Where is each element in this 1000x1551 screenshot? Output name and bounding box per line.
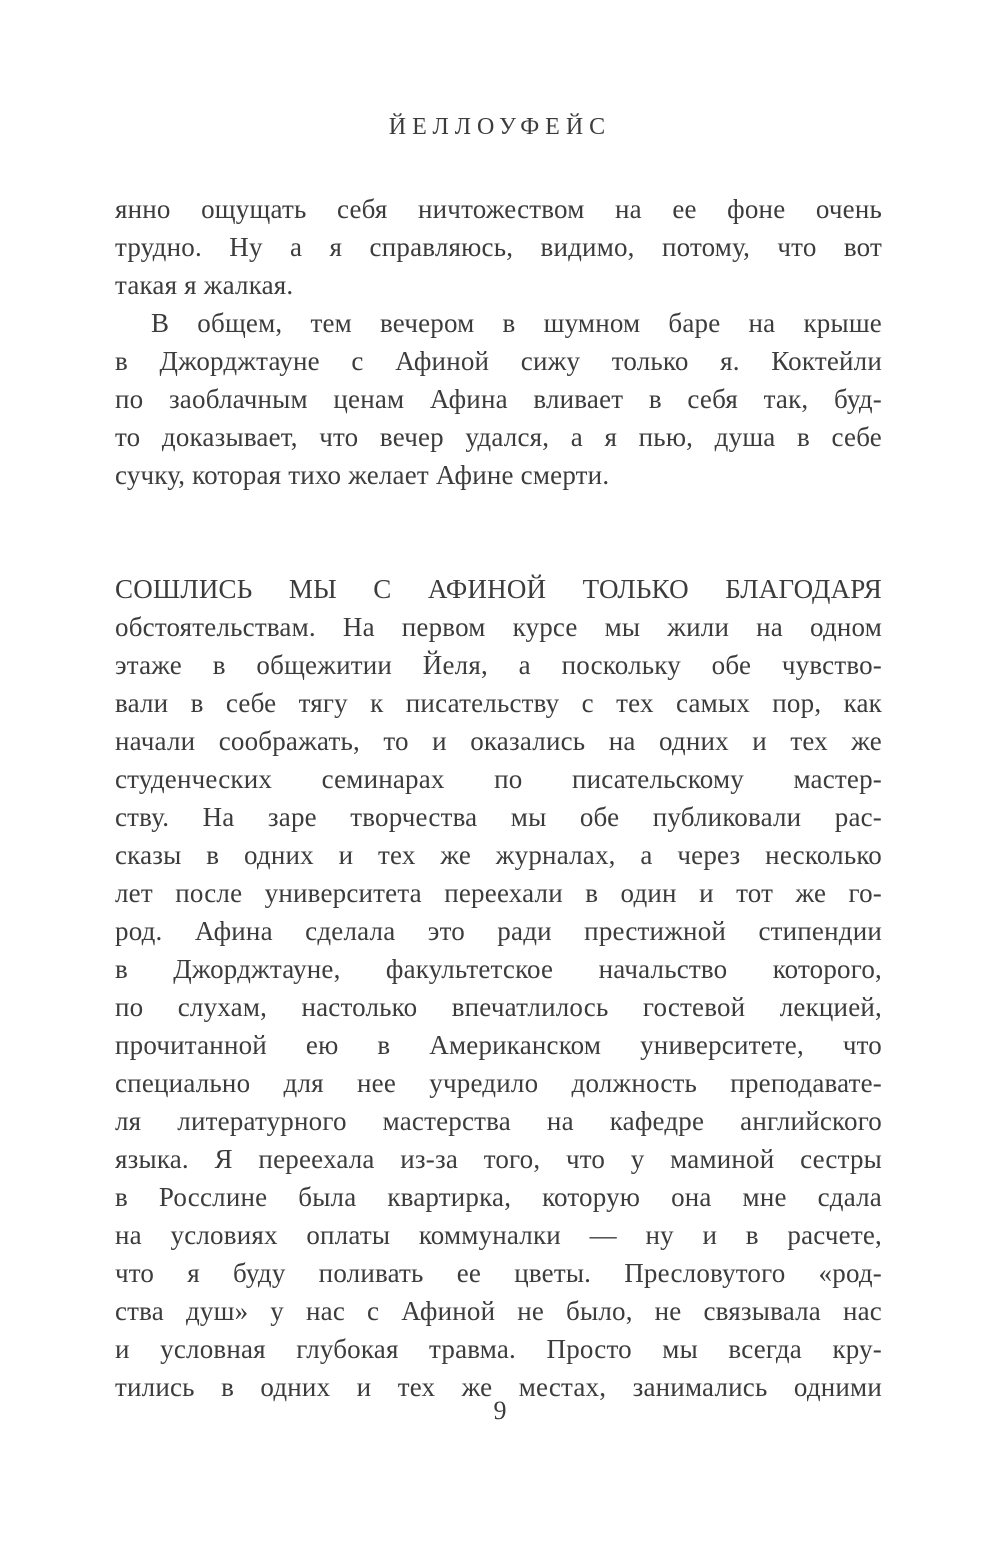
paragraph (115, 190, 882, 304)
text-line: трудно. Ну а я справляюсь, видимо, потому, что вот (115, 232, 882, 262)
text-line: специально для нее учредило должность преподавате- (115, 1068, 882, 1098)
text-line: по слухам, настолько впечатлилось гостевой лекцией, (115, 992, 882, 1022)
text-block (115, 190, 882, 1406)
text-line: обстоятельствам. На первом курсе мы жили на одном (115, 612, 882, 642)
page-number: 9 (493, 1396, 507, 1425)
text-line: что я буду поливать ее цветы. Пресловутого «род- (115, 1258, 882, 1288)
text-line: лет после университета переехали в один и тот же го- (115, 878, 882, 908)
text-line: сучку, которая тихо желает Афине смерти. (115, 460, 610, 490)
text-line: на условиях оплаты коммуналки — ну и в расчете, (115, 1220, 882, 1250)
text-line: род. Афина сделала это ради престижной стипендии (115, 916, 882, 946)
text-line: прочитанной ею в Американском университете, что (115, 1030, 882, 1060)
text-line: по заоблачным ценам Афина вливает в себя так, буд- (115, 384, 882, 414)
text-line: ства душ» у нас с Афиной не было, не связывала нас (115, 1296, 882, 1326)
text-line: в Джорджтауне с Афиной сижу только я. Коктейли (115, 346, 882, 376)
text-line: этаже в общежитии Йеля, а поскольку обе чувство- (115, 650, 882, 680)
text-line: студенческих семинарах по писательскому мастер- (115, 764, 882, 794)
text-line: тились в одних и тех же местах, занимались одними (115, 1372, 882, 1402)
text-line: вали в себе тягу к писательству с тех самых пор, как (115, 688, 882, 718)
text-line: янно ощущать себя ничтожеством на ее фоне очень (115, 194, 882, 224)
text-line: В общем, тем вечером в шумном баре на крыше (151, 308, 882, 338)
text-line: ля литературного мастерства на кафедре английского (115, 1106, 882, 1136)
text-line: в Джорджтауне, факультетское начальство которого, (115, 954, 882, 984)
text-line: и условная глубокая травма. Просто мы всегда кру- (115, 1334, 882, 1364)
text-line: то доказывает, что вечер удался, а я пью, душа в себе (115, 422, 882, 452)
text-line: такая я жалкая. (115, 270, 294, 300)
text-line: СОШЛИСЬ МЫ С АФИНОЙ ТОЛЬКО БЛАГОДАРЯ (115, 574, 882, 604)
text-line: начали соображать, то и оказались на одних и тех же (115, 726, 882, 756)
text-line: языка. Я переехала из-за того, что у маминой сестры (115, 1144, 882, 1174)
text-line: в Росслине была квартирка, которую она мне сдала (115, 1182, 882, 1212)
text-line: ству. На заре творчества мы обе публиковали рас- (115, 802, 882, 832)
running-head: ЙЕЛЛОУФЕЙС (388, 114, 612, 140)
paragraph (115, 570, 882, 1406)
text-line: сказы в одних и тех же журналах, а через несколько (115, 840, 882, 870)
paragraph (115, 304, 882, 494)
